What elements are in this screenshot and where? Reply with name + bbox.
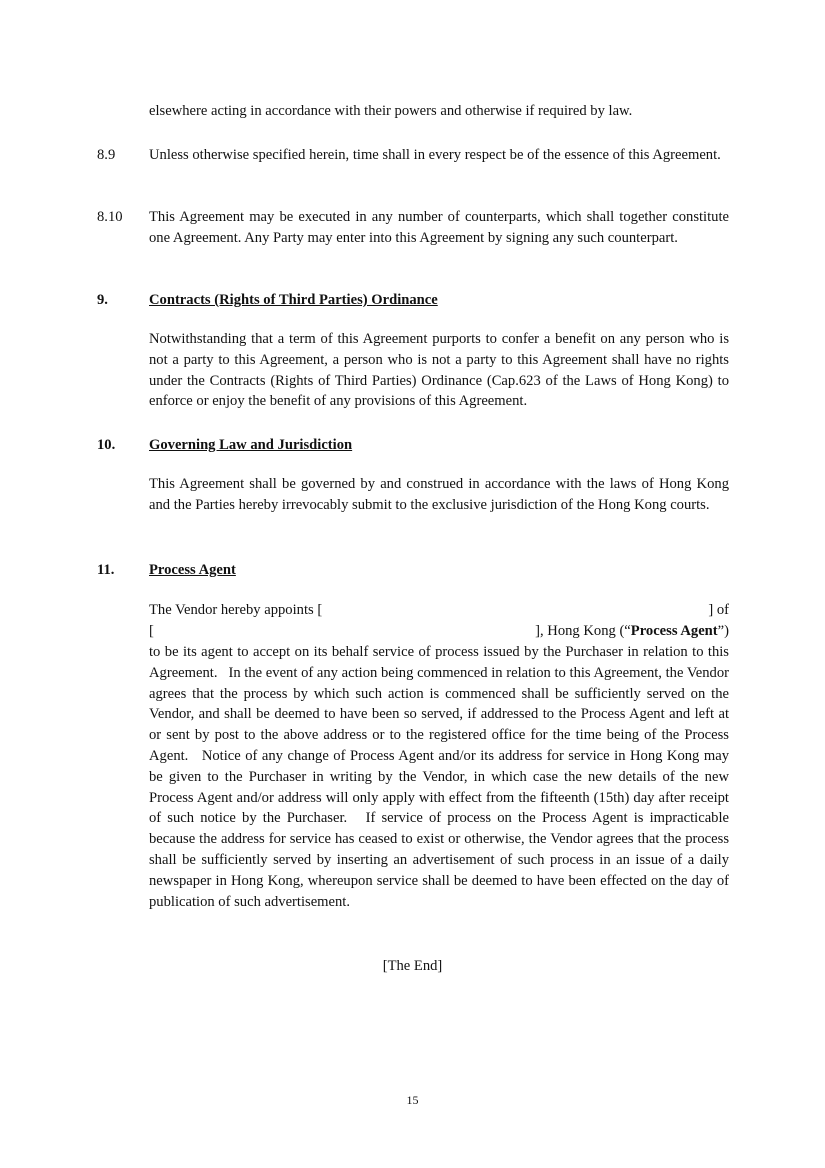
definition-close: ”) — [717, 623, 729, 639]
address-bracket-open: [ — [149, 623, 154, 639]
clause-8-10-text: This Agreement may be executed in any number of counterparts, which shall together constitute one Agreement. Any Party may enter into this Agreement by signing any such counterpart. — [149, 209, 729, 246]
end-marker: [The End] — [382, 958, 443, 974]
section-11-text: to be its agent to accept on its behalf service of process issued by the Purchaser in relation to this Agreement. In the event of any action being commenced in relation to this Agreement, the Vendor agrees that the process by which such action is commenced shall be sufficiently served on the Vendor, and shall be deemed to have been so served, if addressed to the Process Agent and left at or sent by post to the above address or to the registered office for the time being of the Process Agent. Notice of any change of Process Agent and/or its address for service in Hong Kong may be given to the Purchaser in writing by the Vendor, in which case the new details of the new Process Agent and/or address will only apply with effect from the fifteenth (15th) day after receipt of such notice by the Purchaser. If service of process on the Process Agent is impracticable because the address for service has ceased to exist or otherwise, the Vendor agrees that the process shall be sufficiently served by inserting an advertisement of such process in an issue of a daily newspaper in Hong Kong, whereupon service shall be deemed to have been effected on the day of publication of such advertisement. — [149, 644, 729, 910]
section-9-number: 9. — [97, 292, 108, 308]
process-agent-line-1 — [149, 600, 729, 621]
section-10-number: 10. — [97, 437, 116, 453]
continuation-text: elsewhere acting in accordance with their powers and otherwise if required by law. — [149, 103, 633, 119]
process-agent-line-2 — [149, 621, 729, 642]
section-10-text: This Agreement shall be governed by and construed in accordance with the laws of Hong Kong and the Parties hereby irrevocably submit to the exclusive jurisdiction of the Hong Kong courts. — [149, 476, 729, 513]
section-11-heading: Process Agent — [149, 562, 236, 578]
address-close-text: ], Hong Kong (“ — [535, 623, 631, 639]
section-10-heading: Governing Law and Jurisdiction — [149, 437, 353, 453]
appoint-bracket-close: ] of — [708, 602, 729, 618]
process-agent-term: Process Agent — [630, 623, 718, 639]
section-11-number: 11. — [97, 562, 115, 578]
section-9-text: Notwithstanding that a term of this Agreement purports to confer a benefit on any person who is not a party to this Agreement, a person who is not a party to this Agreement shall have no rights under the Contracts (Rights of Third Parties) Ordinance (Cap.623 of the Laws of Hong Kong) to enforce or enjoy the benefit of any provisions of this Agreement. — [149, 331, 729, 410]
clause-8-9-number: 8.9 — [97, 147, 116, 163]
page-number: 15 — [406, 1093, 419, 1107]
appoint-text: The Vendor hereby appoints [ — [149, 602, 323, 618]
process-agent-definition — [535, 621, 729, 642]
clause-8-10-number: 8.10 — [97, 209, 123, 225]
section-9-heading: Contracts (Rights of Third Parties) Ordinance — [149, 292, 438, 308]
clause-8-9-text: Unless otherwise specified herein, time shall in every respect be of the essence of this Agreement. — [149, 147, 721, 163]
